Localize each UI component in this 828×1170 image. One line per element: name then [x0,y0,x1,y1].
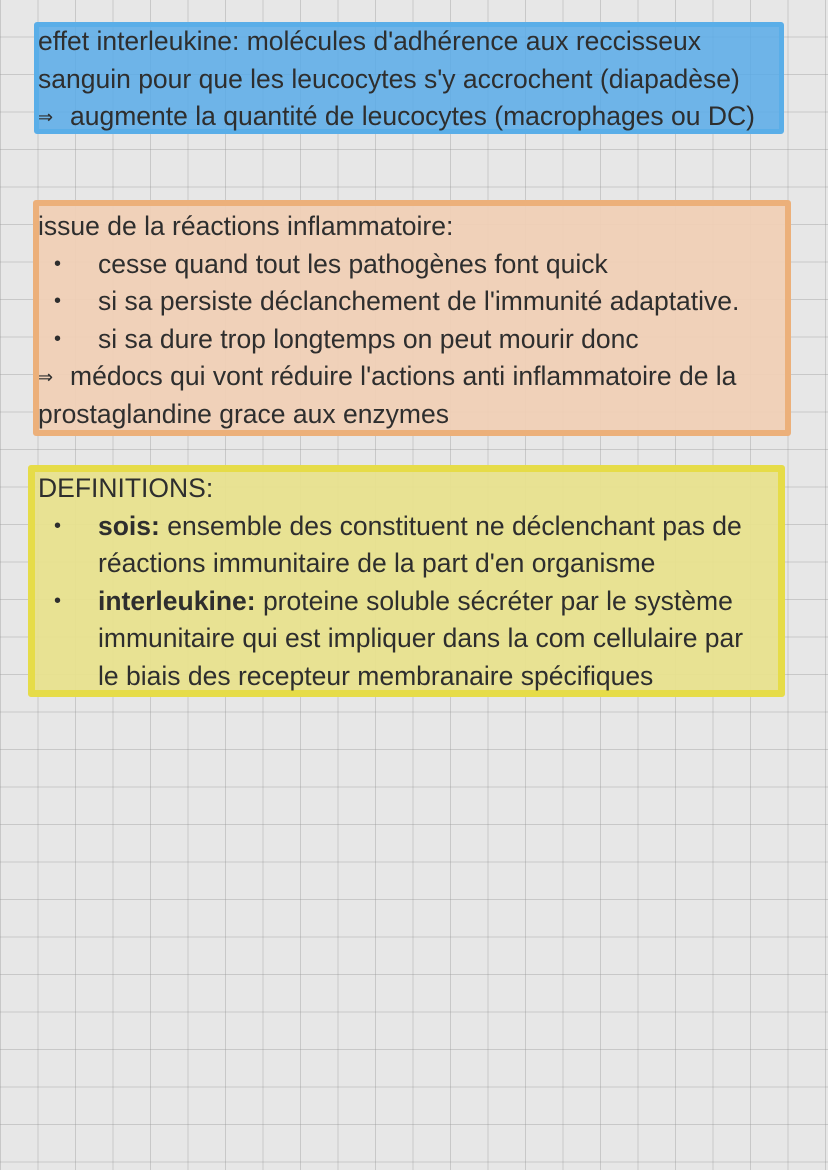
text-line: effet interleukine: molécules d'adhérence aux reccisseux [38,26,702,56]
bullet-icon: • [54,327,62,350]
conclusion-text: augmente la quantité de leucocytes (macrophages ou DC) [70,101,755,131]
bullet-icon: • [54,514,62,537]
arrow-icon: ⇒ [38,367,54,387]
section-heading: issue de la réactions inflammatoire: [38,211,454,241]
definition-text: réactions immunitaire de la part d'en organisme [98,548,656,578]
definition-text: proteine soluble sécréter par le système [255,585,733,616]
arrow-icon: ⇒ [38,107,54,127]
list-item-text: si sa dure trop longtemps on peut mourir donc [98,323,639,354]
definition-term: interleukine: [98,585,256,616]
definition-line [38,508,743,546]
definition-text: immunitaire qui est impliquer dans la com cellulaire par [98,623,744,653]
list-item [38,283,739,321]
section-interleukine-effect [38,23,755,136]
conclusion-text: médocs qui vont réduire l'actions anti inflammatoire de la [70,361,737,391]
list-item-text: cesse quand tout les pathogènes font quick [98,248,608,279]
definition-item [38,583,743,696]
bullet-icon: • [54,589,62,612]
section-inflammation-outcome [38,208,739,433]
definition-text: le biais des recepteur membranaire spécifiques [98,660,654,691]
bullet-icon: • [54,252,62,275]
text-line: sanguin pour que les leucocytes s'y accrochent (diapadèse) [38,63,740,94]
text-line [38,98,755,136]
section-heading: DEFINITIONS: [38,473,214,503]
definition-term: sois: [98,510,160,541]
definition-item [38,508,743,583]
list-item [38,321,739,359]
section-definitions [38,470,743,695]
definition-line [38,583,743,621]
list-item-text: si sa persiste déclanchement de l'immunité adaptative. [98,286,740,316]
text-line: prostaglandine grace aux enzymes [38,398,449,429]
list-item [38,246,739,284]
definition-text: ensemble des constituent ne déclenchant pas de [159,510,742,541]
bullet-icon: • [54,290,62,312]
text-line [38,358,739,396]
